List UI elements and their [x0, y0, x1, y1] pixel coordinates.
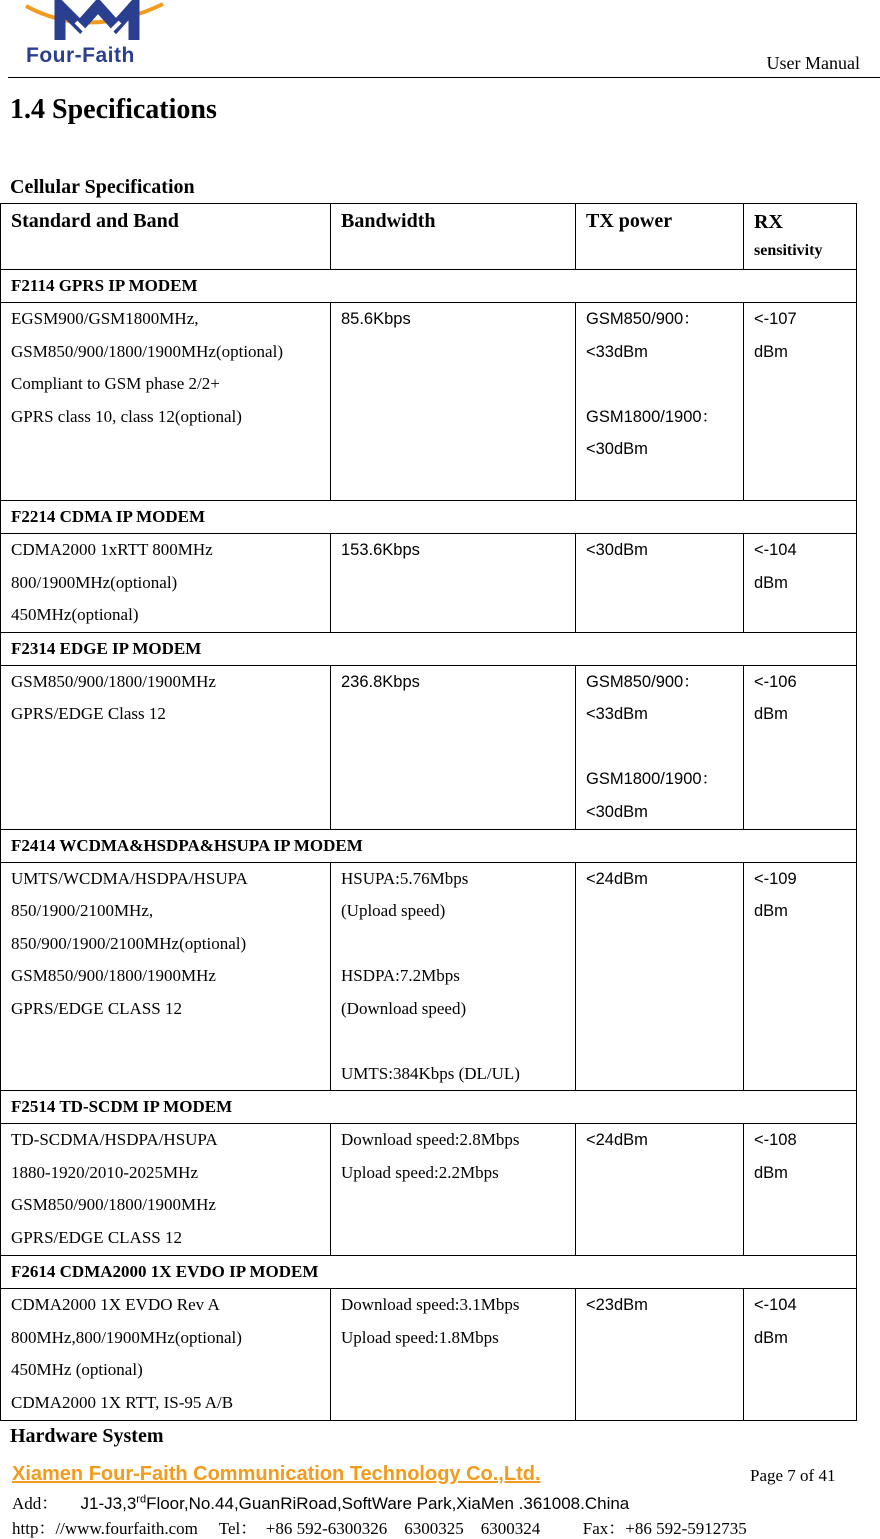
cellular-spec-table: [0, 203, 857, 1421]
standard-line: GSM850/900/1800/1900MHz: [11, 966, 216, 985]
band-header-row: [1, 270, 857, 303]
band-title: F2214 CDMA IP MODEM: [1, 501, 857, 534]
band-header-row: [1, 1256, 857, 1289]
standard-line: 1880-1920/2010-2025MHz: [11, 1162, 198, 1182]
table-row: [1, 862, 857, 1091]
standard-line: Compliant to GSM phase 2/2+: [11, 374, 220, 393]
band-header-row: [1, 501, 857, 534]
standard-line: 850/1900/2100MHz,: [11, 901, 154, 920]
band-header-row: [1, 1091, 857, 1124]
rx-sensitivity-cell: [744, 665, 857, 829]
rx-sensitivity-line: <-108: [754, 1131, 797, 1149]
tx-power-cell: [576, 665, 744, 829]
logo-text: Four-Faith: [26, 44, 135, 67]
band-title: F2314 EDGE IP MODEM: [1, 632, 857, 665]
rx-sensitivity-cell: [744, 1124, 857, 1256]
rx-sensitivity-line: <-109: [754, 869, 797, 888]
footer-address-sup: rd: [136, 1493, 147, 1506]
band-title: F2414 WCDMA&HSDPA&HSUPA IP MODEM: [1, 829, 857, 862]
tx-power-line: <24dBm: [586, 1131, 648, 1149]
table-header-row: [1, 204, 857, 270]
rx-sensitivity-line: dBm: [754, 902, 788, 920]
tx-power-cell: [576, 303, 744, 501]
footer-address: [12, 1489, 629, 1514]
rx-sensitivity-cell: [744, 862, 857, 1091]
rx-sensitivity-line: dBm: [754, 1163, 788, 1182]
tx-power-line: <33dBm: [586, 705, 648, 723]
rx-sensitivity-cell: [744, 303, 857, 501]
bandwidth-line: Upload speed:2.2Mbps: [341, 1162, 499, 1182]
tx-power-line: <33dBm: [586, 342, 648, 361]
standard-line: GPRS/EDGE CLASS 12: [11, 998, 182, 1018]
bandwidth-line: HSUPA:5.76Mbps: [341, 868, 469, 888]
footer-contact: http：//www.fourfaith.com Tel： +86 592-6300326 6300325 6300324 Fax：+86 592-5912735: [12, 1519, 747, 1538]
hardware-system-heading: Hardware System: [10, 1425, 164, 1447]
standard-line: TD-SCDMA/HSDPA/HSUPA: [11, 1130, 218, 1149]
header-divider: [8, 77, 880, 78]
standard-line: 800MHz,800/1900MHz(optional): [11, 1327, 242, 1347]
cellular-spec-heading: Cellular Specification: [10, 176, 195, 198]
bandwidth-cell: [331, 862, 576, 1091]
band-title: F2614 CDMA2000 1X EVDO IP MODEM: [1, 1256, 857, 1289]
standard-line: UMTS/WCDMA/HSDPA/HSUPA: [11, 868, 248, 888]
table-row: [1, 1289, 857, 1421]
bandwidth-line: 153.6Kbps: [341, 541, 420, 559]
tx-power-line: [586, 731, 733, 764]
bandwidth-line: HSDPA:7.2Mbps: [341, 966, 460, 985]
standard-cell: [1, 1289, 331, 1421]
standard-line: 800/1900MHz(optional): [11, 572, 178, 592]
bandwidth-cell: [331, 1289, 576, 1421]
tx-power-cell: [576, 534, 744, 633]
col-header-tx: TX power: [576, 204, 744, 270]
table-row: [1, 665, 857, 829]
rx-sensitivity-line: <-104: [754, 541, 797, 559]
bandwidth-line: Download speed:3.1Mbps: [341, 1295, 520, 1314]
bandwidth-line: UMTS:384Kbps (DL/UL): [341, 1063, 520, 1083]
band-header-row: [1, 829, 857, 862]
standard-cell: [1, 534, 331, 633]
band-title: F2114 GPRS IP MODEM: [1, 270, 857, 303]
standard-line: CDMA2000 1X RTT, IS-95 A/B: [11, 1392, 234, 1412]
bandwidth-line: [341, 928, 565, 961]
standard-cell: [1, 862, 331, 1091]
standard-line: GPRS/EDGE CLASS 12: [11, 1227, 182, 1247]
footer-address-part-a: J1-J3,3: [80, 1494, 137, 1513]
bandwidth-line: 236.8Kbps: [341, 672, 420, 691]
bandwidth-cell: [331, 665, 576, 829]
standard-line: GPRS class 10, class 12(optional): [11, 406, 242, 426]
footer-page-number: Page 7 of 41: [750, 1466, 836, 1485]
rx-sensitivity-cell: [744, 534, 857, 633]
rx-sensitivity-line: dBm: [754, 1328, 788, 1347]
bandwidth-cell: [331, 1124, 576, 1256]
rx-sensitivity-line: dBm: [754, 342, 788, 361]
tx-power-line: GSM1800/1900：: [586, 770, 719, 788]
rx-sensitivity-line: <-106: [754, 672, 797, 691]
tx-power-line: GSM850/900：: [586, 310, 700, 328]
col-header-rx-bottom: sensitivity: [754, 242, 823, 259]
standard-line: EGSM900/GSM1800MHz,: [11, 309, 199, 328]
bandwidth-cell: [331, 534, 576, 633]
tx-power-cell: [576, 1289, 744, 1421]
bandwidth-line: Download speed:2.8Mbps: [341, 1130, 520, 1149]
tx-power-line: <30dBm: [586, 802, 648, 821]
bandwidth-cell: [331, 303, 576, 501]
bandwidth-line: (Upload speed): [341, 901, 446, 920]
table-row: [1, 534, 857, 633]
standard-line: GPRS/EDGE Class 12: [11, 704, 166, 723]
tx-power-line: <30dBm: [586, 541, 648, 559]
bandwidth-line: Upload speed:1.8Mbps: [341, 1327, 499, 1347]
col-header-standard: Standard and Band: [1, 204, 331, 270]
standard-cell: [1, 1124, 331, 1256]
four-faith-logo: [18, 0, 178, 70]
band-header-row: [1, 632, 857, 665]
standard-line: 450MHz(optional): [11, 605, 139, 624]
standard-line: CDMA2000 1X EVDO Rev A: [11, 1295, 220, 1314]
bandwidth-line: (Download speed): [341, 998, 467, 1018]
footer-company-link[interactable]: Xiamen Four-Faith Communication Technology Co.,Ltd.: [12, 1463, 541, 1485]
band-title: F2514 TD-SCDM IP MODEM: [1, 1091, 857, 1124]
standard-line: GSM850/900/1800/1900MHz: [11, 1195, 216, 1214]
tx-power-line: <24dBm: [586, 869, 648, 888]
footer-address-label: Add：: [12, 1494, 59, 1513]
rx-sensitivity-line: <-104: [754, 1296, 797, 1314]
header-user-manual: User Manual: [766, 53, 860, 73]
col-header-bandwidth: Bandwidth: [331, 204, 576, 270]
table-body: [1, 270, 857, 1421]
standard-cell: [1, 303, 331, 501]
section-title: 1.4 Specifications: [10, 94, 217, 125]
tx-power-cell: [576, 862, 744, 1091]
footer-address-part-b: Floor,No.44,GuanRiRoad,SoftWare Park,XiaMen .361008.China: [146, 1494, 630, 1513]
tx-power-line: <30dBm: [586, 440, 648, 458]
tx-power-line: [586, 368, 733, 401]
standard-line: CDMA2000 1xRTT 800MHz: [11, 540, 213, 559]
tx-power-line: GSM850/900：: [586, 672, 700, 691]
col-header-rx-top: RX: [754, 211, 783, 233]
standard-cell: [1, 665, 331, 829]
rx-sensitivity-cell: [744, 1289, 857, 1421]
standard-line: GSM850/900/1800/1900MHz(optional): [11, 341, 283, 361]
tx-power-line: GSM1800/1900：: [586, 407, 719, 426]
standard-line: GSM850/900/1800/1900MHz: [11, 671, 216, 691]
rx-sensitivity-line: <-107: [754, 310, 797, 328]
tx-power-line: <23dBm: [586, 1296, 648, 1314]
col-header-rx: [744, 204, 857, 270]
table-row: [1, 1124, 857, 1256]
rx-sensitivity-line: dBm: [754, 705, 788, 723]
bandwidth-line: [341, 1025, 565, 1058]
table-row: [1, 303, 857, 501]
bandwidth-line: 85.6Kbps: [341, 310, 411, 328]
standard-line: 450MHz (optional): [11, 1360, 143, 1379]
standard-line: 850/900/1900/2100MHz(optional): [11, 933, 247, 953]
rx-sensitivity-line: dBm: [754, 573, 788, 592]
tx-power-cell: [576, 1124, 744, 1256]
